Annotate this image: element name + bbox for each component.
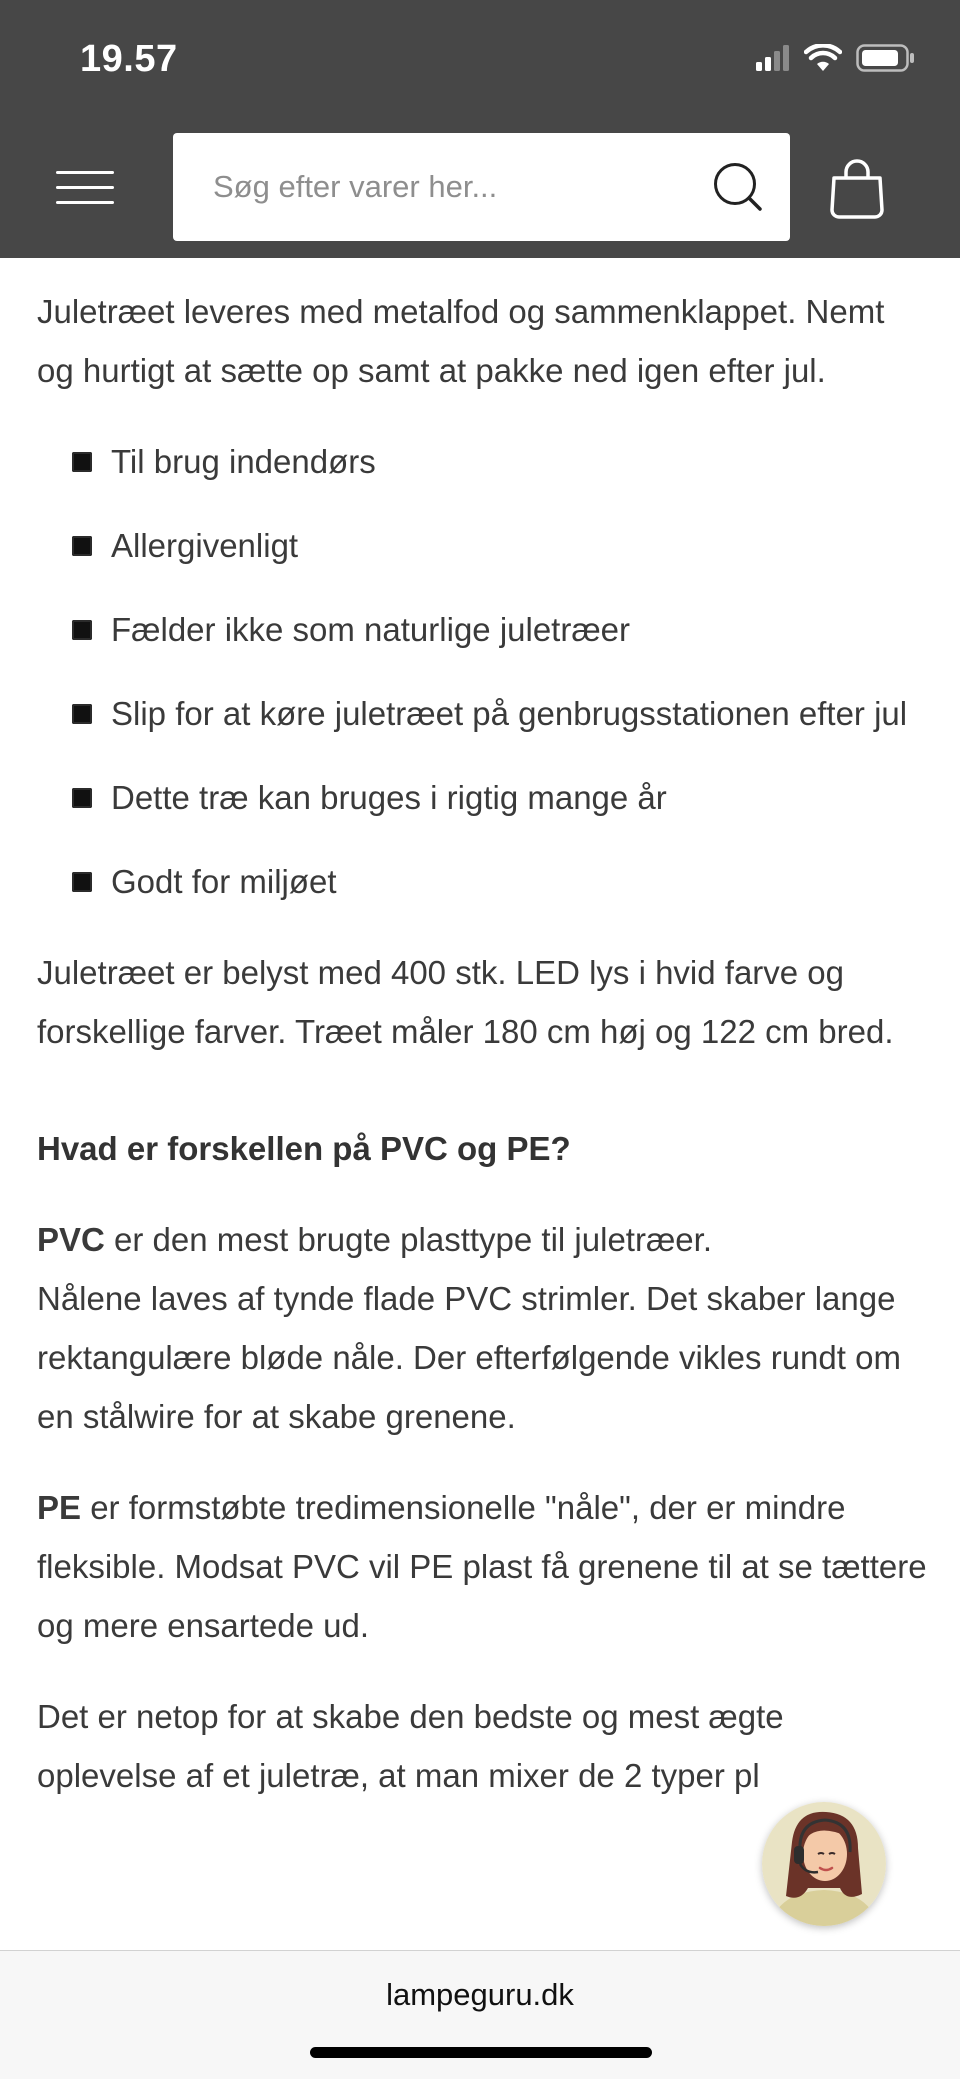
list-item bbox=[37, 432, 927, 491]
status-icons bbox=[756, 44, 916, 72]
section-heading: Hvad er forskellen på PVC og PE? bbox=[37, 1130, 571, 1167]
list-item-text: Dette træ kan bruges i rigtig mange år bbox=[111, 779, 667, 816]
list-item bbox=[37, 684, 927, 743]
hamburger-menu-icon-line bbox=[56, 186, 114, 189]
product-description bbox=[37, 282, 927, 1837]
pe-text: er formstøbte tredimensionelle "nåle", der er mindre fleksible. Modsat PVC vil PE plast få grenene til at se tættere og mere ensartede ud. bbox=[37, 1489, 927, 1644]
url-domain[interactable]: lampeguru.dk bbox=[386, 1977, 574, 2012]
list-item bbox=[37, 768, 927, 827]
list-item-text: Slip for at køre juletræet på genbrugsstationen efter jul bbox=[111, 695, 908, 732]
closing-paragraph: Det er netop for at skabe den bedste og mest ægte oplevelse af et juletræ, at man mixer de 2 typer pl bbox=[37, 1698, 784, 1794]
pvc-text: er den mest brugte plasttype til juletræer. bbox=[104, 1221, 712, 1258]
lights-paragraph: Juletræet er belyst med 400 stk. LED lys i hvid farve og forskellige farver. Træet måler 180 cm høj og 122 cm bred. bbox=[37, 954, 894, 1050]
pe-term: PE bbox=[37, 1489, 82, 1526]
wifi-icon bbox=[804, 44, 842, 72]
list-item-text: Godt for miljøet bbox=[111, 863, 337, 900]
customer-support-avatar-icon bbox=[762, 1802, 886, 1926]
list-item-text: Allergivenligt bbox=[111, 527, 299, 564]
status-time: 19.57 bbox=[80, 38, 178, 80]
list-item bbox=[37, 852, 927, 911]
search-bar bbox=[173, 133, 790, 241]
top-header bbox=[0, 0, 960, 258]
pvc-paragraph bbox=[37, 1210, 927, 1446]
home-indicator[interactable] bbox=[310, 2047, 652, 2058]
browser-bottom-bar bbox=[0, 1950, 960, 2079]
signal-icon bbox=[756, 45, 790, 71]
bullet-square-icon bbox=[72, 452, 92, 472]
bullet-square-icon bbox=[72, 872, 92, 892]
search-input[interactable] bbox=[213, 157, 683, 217]
pvc-text-continued: Nålene laves af tynde flade PVC strimler. Det skaber lange rektangulære bløde nåle. Der efterfølgende vikles rundt om en stålwire for at skabe grenene. bbox=[37, 1280, 901, 1435]
hamburger-menu-icon bbox=[56, 171, 114, 174]
feature-list bbox=[37, 432, 927, 911]
pe-paragraph bbox=[37, 1478, 927, 1655]
intro-paragraph: Juletræet leveres med metalfod og sammenklappet. Nemt og hurtigt at sætte op samt at pakke ned igen efter jul. bbox=[37, 293, 885, 389]
shopping-bag-icon[interactable] bbox=[826, 156, 888, 220]
list-item bbox=[37, 600, 927, 659]
list-item bbox=[37, 516, 927, 575]
bullet-square-icon bbox=[72, 536, 92, 556]
bullet-square-icon bbox=[72, 788, 92, 808]
list-item-text: Fælder ikke som naturlige juletræer bbox=[111, 611, 631, 648]
battery-icon bbox=[856, 44, 916, 72]
list-item-text: Til brug indendørs bbox=[111, 443, 376, 480]
search-icon[interactable] bbox=[712, 161, 764, 213]
chat-support-button[interactable] bbox=[762, 1802, 886, 1926]
hamburger-menu-icon-line bbox=[56, 201, 114, 204]
pvc-term: PVC bbox=[37, 1221, 105, 1258]
bullet-square-icon bbox=[72, 620, 92, 640]
hamburger-menu-button[interactable] bbox=[54, 165, 118, 209]
bullet-square-icon bbox=[72, 704, 92, 724]
